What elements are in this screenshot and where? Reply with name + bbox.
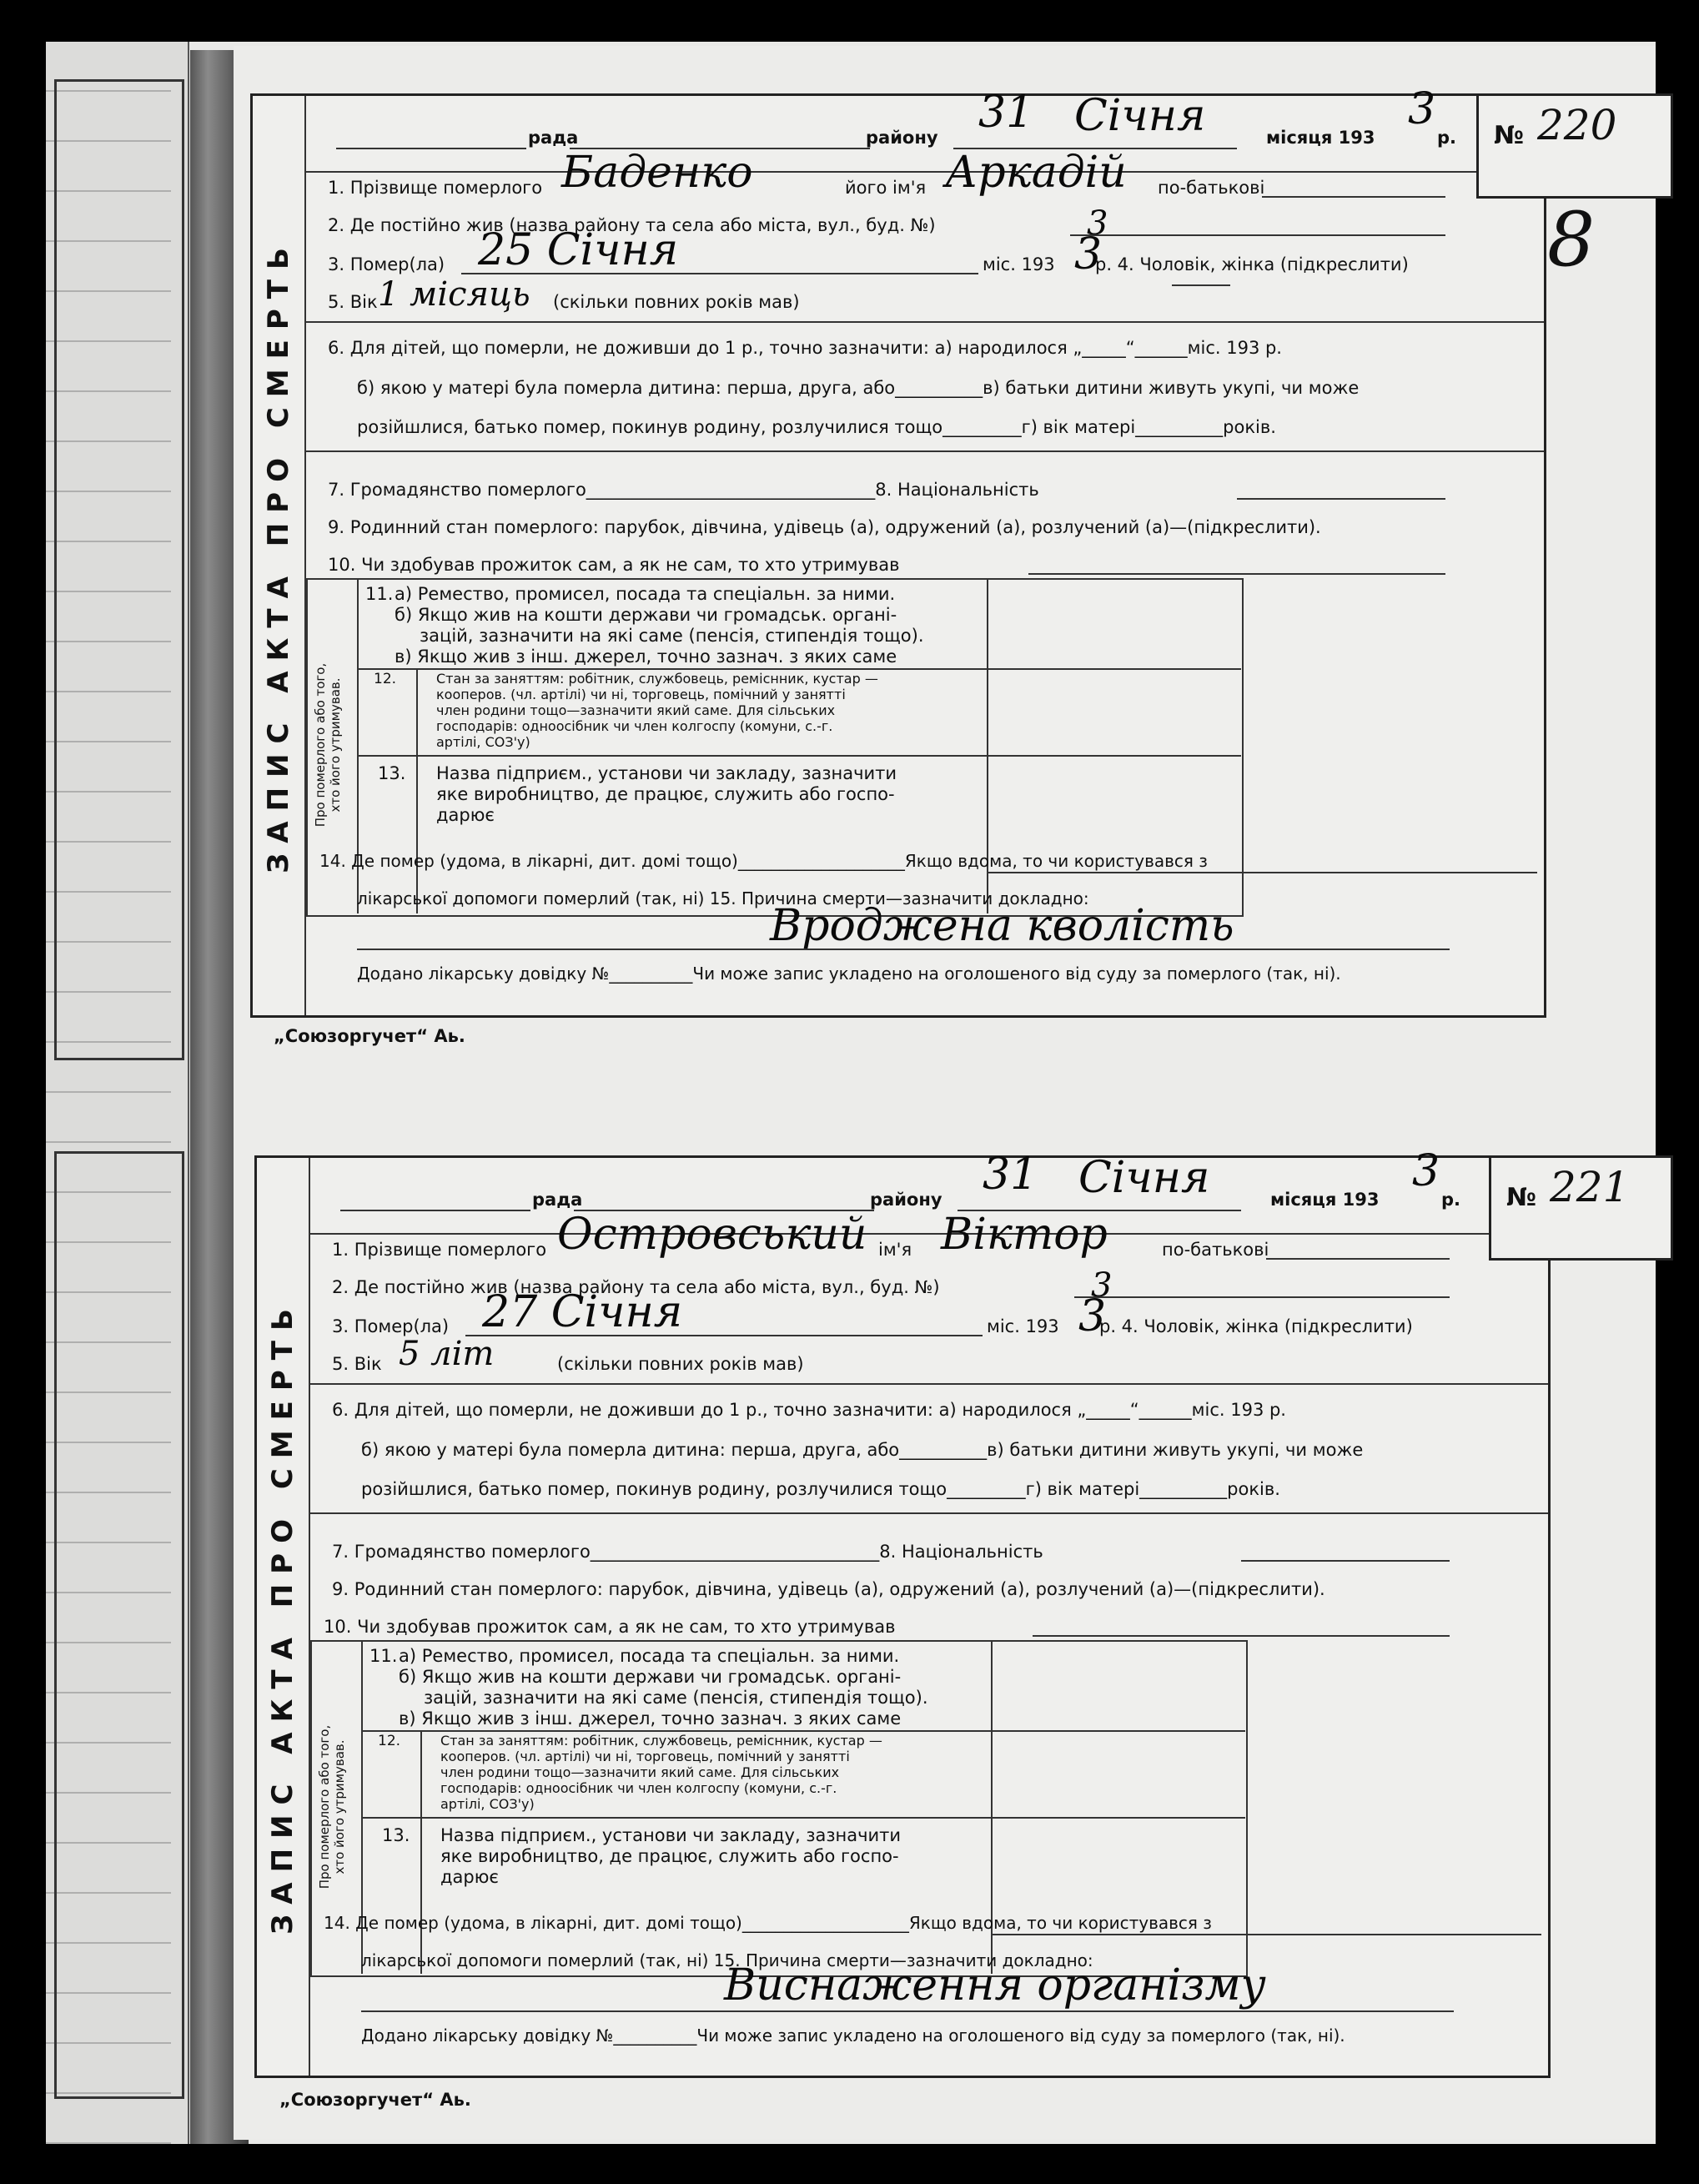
side-label: Про померлого або того, хто його утримував. xyxy=(313,662,343,828)
line12-3: член родини тощо—зазначити який саме. Для сільських xyxy=(440,1764,840,1780)
line5-label: 5. Вік xyxy=(332,1354,382,1374)
line11c: в) Якщо жив з інш. джерел, точно зазнач. з яких саме xyxy=(399,1708,902,1729)
line5-rest: (скільки повних років мав) xyxy=(553,292,800,312)
hw-month: Січня xyxy=(1078,1153,1210,1203)
hw-record-number: 221 xyxy=(1550,1163,1630,1211)
line12-2: кооперов. (чл. артілі) чи ні, торговець, помічний у занятті xyxy=(436,687,846,702)
hw-day: 31 xyxy=(978,88,1034,138)
line13-3: дарює xyxy=(440,1867,499,1887)
line14b: лікарської допомоги померлий (так, ні) 15. Причина смерти—зазначити докладно: xyxy=(361,1950,1093,1970)
record-title-vertical: ЗАПИС АКТА ПРО СМЕРТЬ xyxy=(257,1158,310,2076)
margin-mark: 8 xyxy=(1547,196,1596,284)
line11-num: 11. xyxy=(369,1646,398,1666)
line9: 9. Родинний стан померлого: парубок, дівчина, удівець (а), одружений (а), розлучений (а)—(підкреслити). xyxy=(328,517,1321,537)
line1-label: 1. Прізвище померлого xyxy=(328,178,543,198)
line10: 10. Чи здобував прожиток сам, а як не сам, то хто утримував xyxy=(324,1617,896,1637)
line13-num: 13. xyxy=(378,763,406,783)
hw-year: 3 xyxy=(1412,1146,1440,1196)
line6b: б) якою у матері була померла дитина: перша, друга, або__________в) батьки дитини живуть укупі, чи може xyxy=(361,1440,1364,1460)
hw-age: 1 місяць xyxy=(378,275,530,314)
line12-2: кооперов. (чл. артілі) чи ні, торговець, помічний у занятті xyxy=(440,1749,850,1764)
line13-1: Назва підприєм., установи чи закладу, зазначити xyxy=(436,763,897,783)
line16: Додано лікарську довідку №__________Чи може запис укладено на оголошеного від суду за померлого (так, ні). xyxy=(361,2025,1345,2046)
hw-record-number: 220 xyxy=(1537,101,1617,149)
line12-4: господарів: одноосібник чи член колгоспу (комуни, с.-г. xyxy=(440,1780,837,1796)
line3-mis: міс. 193 xyxy=(987,1316,1059,1336)
line1-pobatkovi: по-батькові xyxy=(1162,1240,1269,1260)
header-raionu: району xyxy=(870,1190,942,1210)
line13-2: яке виробництво, де працює, служить або госпо- xyxy=(440,1846,899,1866)
line3-rest: р. 4. Чоловік, жінка (підкреслити) xyxy=(1095,254,1409,274)
line6a: 6. Для дітей, що померли, не доживши до 1 р., точно зазначити: а) народилося „_____“______міс. 193 р. xyxy=(332,1400,1286,1420)
line14a: 14. Де помер (удома, в лікарні, дит. домі тощо)____________________Якщо вдома, то чи користувався з xyxy=(319,851,1208,871)
publisher-mark-1: „Союзоргучет“ Аь. xyxy=(274,1026,465,1046)
line10: 10. Чи здобував прожиток сам, а як не сам, то хто утримував xyxy=(328,555,900,575)
line12-1: Стан за заняттям: робітник, службовець, реміснник, кустар — xyxy=(436,671,878,687)
hw-death-year: 3 xyxy=(1078,1291,1107,1341)
header-raionu: району xyxy=(866,128,938,148)
header-rada: рада xyxy=(532,1190,583,1210)
hw-death-date: 27 Січня xyxy=(482,1287,683,1337)
hw-age: 5 літ xyxy=(399,1335,495,1373)
header-rada: рада xyxy=(528,128,579,148)
left-facing-page xyxy=(46,42,189,2144)
hw-cause: Виснаження організму xyxy=(724,1960,1266,2010)
gender-underline xyxy=(1172,284,1230,286)
line12-5: артілі, СОЗ'у) xyxy=(440,1796,535,1812)
line11c: в) Якщо жив з інш. джерел, точно зазнач. з яких саме xyxy=(395,647,897,667)
line6b: б) якою у матері була померла дитина: перша, друга, або__________в) батьки дитини живуть укупі, чи може xyxy=(357,378,1360,398)
line16: Додано лікарську довідку №__________Чи може запис укладено на оголошеного від суду за померлого (так, ні). xyxy=(357,964,1341,984)
death-record-form-2 xyxy=(254,1146,1551,2078)
hw-year: 3 xyxy=(1408,84,1436,134)
hw-surname: Островський xyxy=(557,1210,867,1260)
record-title-vertical: ЗАПИС АКТА ПРО СМЕРТЬ xyxy=(253,96,306,1015)
hw-name: Аркадій xyxy=(945,148,1127,198)
line6c: розійшлися, батько помер, покинув родину, розлучилися тощо_________г) вік матері__________років. xyxy=(357,417,1276,437)
header-r: р. xyxy=(1441,1190,1461,1210)
line3-label: 3. Помер(ла) xyxy=(328,254,445,274)
header-misyatsia: місяця 193 xyxy=(1270,1190,1380,1210)
line12-num: 12. xyxy=(374,671,397,687)
hw-name: Віктор xyxy=(941,1210,1108,1260)
line13-num: 13. xyxy=(382,1825,410,1845)
line13-1: Назва підприєм., установи чи закладу, зазначити xyxy=(440,1825,902,1845)
line6c: розійшлися, батько помер, покинув родину, розлучилися тощо_________г) вік матері__________років. xyxy=(361,1479,1280,1499)
line12-num: 12. xyxy=(378,1733,401,1749)
line7: 7. Громадянство померлого_________________________________8. Національність xyxy=(332,1542,1043,1562)
line11a: а) Ремество, промисел, посада та спеціальн. за ними. xyxy=(395,584,896,604)
hw-address: 3 xyxy=(1091,1266,1113,1305)
line6a: 6. Для дітей, що померли, не доживши до 1 р., точно зазначити: а) народилося „_____“______міс. 193 р. xyxy=(328,338,1282,358)
line13-3: дарює xyxy=(436,805,495,825)
hw-day: 31 xyxy=(983,1150,1038,1200)
line7: 7. Громадянство померлого_________________________________8. Національність xyxy=(328,480,1039,500)
hw-month: Січня xyxy=(1074,91,1206,141)
hw-cause: Вроджена кволість xyxy=(770,901,1234,951)
line3-mis: міс. 193 xyxy=(983,254,1055,274)
hw-surname: Баденко xyxy=(561,148,753,198)
line3-label: 3. Помер(ла) xyxy=(332,1316,450,1336)
line11b1: б) Якщо жив на кошти держави чи громадськ. органі- xyxy=(395,605,897,625)
line11b2: зацій, зазначити на які саме (пенсія, стипендія тощо). xyxy=(424,1688,928,1708)
line2-label: 2. Де постійно жив (назва району та села або міста, вул., буд. №) xyxy=(328,215,936,235)
line12-5: артілі, СОЗ'у) xyxy=(436,734,530,750)
line14a: 14. Де помер (удома, в лікарні, дит. домі тощо)____________________Якщо вдома, то чи користувався з xyxy=(324,1913,1212,1933)
hw-death-date: 25 Січня xyxy=(478,225,679,275)
line12-4: господарів: одноосібник чи член колгоспу (комуни, с.-г. xyxy=(436,718,833,734)
line11a: а) Ремество, промисел, посада та спеціальн. за ними. xyxy=(399,1646,900,1666)
line12-1: Стан за заняттям: робітник, службовець, реміснник, кустар — xyxy=(440,1733,882,1749)
line1-name-label: ім'я xyxy=(878,1240,912,1260)
line1-name-label: його ім'я xyxy=(845,178,927,198)
record-number-box-1: № 220 xyxy=(1476,93,1673,199)
line5-rest: (скільки повних років мав) xyxy=(557,1354,804,1374)
line12-3: член родини тощо—зазначити який саме. Для сільських xyxy=(436,702,836,718)
line3-rest: р. 4. Чоловік, жінка (підкреслити) xyxy=(1099,1316,1413,1336)
line9: 9. Родинний стан померлого: парубок, дівчина, удівець (а), одружений (а), розлучений (а)—(підкреслити). xyxy=(332,1579,1325,1599)
publisher-mark-2: „Союзоргучет“ Аь. xyxy=(279,2090,471,2110)
line13-2: яке виробництво, де працює, служить або госпо- xyxy=(436,784,895,804)
hw-death-year: 3 xyxy=(1074,229,1103,279)
line5-label: 5. Вік xyxy=(328,292,378,312)
line1-pobatkovi: по-батькові xyxy=(1158,178,1265,198)
line11-num: 11. xyxy=(365,584,394,604)
hw-address: 3 xyxy=(1087,204,1108,243)
header-r: р. xyxy=(1437,128,1457,148)
line11b2: зацій, зазначити на які саме (пенсія, стипендія тощо). xyxy=(420,626,924,646)
line14b: лікарської допомоги померлий (так, ні) 15. Причина смерти—зазначити докладно: xyxy=(357,888,1089,908)
line1-label: 1. Прізвище померлого xyxy=(332,1240,547,1260)
header-misyatsia: місяця 193 xyxy=(1266,128,1375,148)
record-number-box-2: № 221 xyxy=(1489,1155,1673,1261)
line2-label: 2. Де постійно жив (назва району та села або міста, вул., буд. №) xyxy=(332,1277,940,1297)
side-label: Про померлого або того, хто його утримував. xyxy=(317,1724,347,1890)
death-record-form-1 xyxy=(250,84,1546,1018)
line11b1: б) Якщо жив на кошти держави чи громадськ. органі- xyxy=(399,1667,902,1687)
